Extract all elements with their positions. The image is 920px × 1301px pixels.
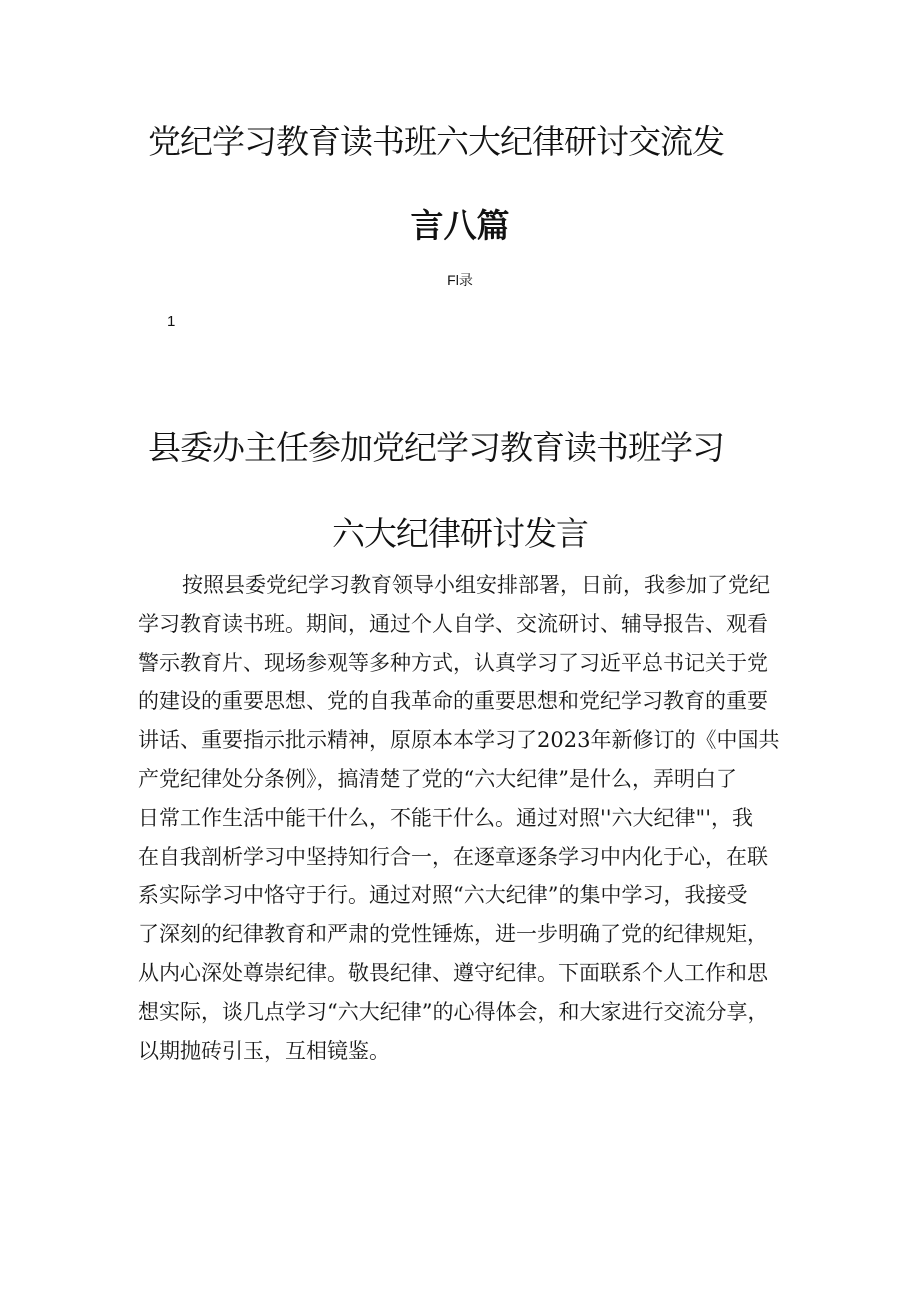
body-line: 产党纪律处分条例》，搞清楚了党的“六大纪律”是什么，弄明白了 — [138, 766, 737, 791]
section-heading-line-2: 六大纪律研讨发言 — [332, 514, 588, 553]
toc-label: Fl录 — [447, 272, 473, 288]
section-heading-line-1: 县委办主任参加党纪学习教育读书班学习 — [148, 428, 724, 467]
body-line: 讲话、重要指示批示精神，原原本本学习了2023年新修订的《中国共 — [138, 728, 780, 753]
document-title-line-1: 党纪学习教育读书班六大纪律研讨交流发 — [148, 122, 724, 161]
body-line: 了深刻的纪律教育和严肃的党性锤炼，进一步明确了党的纪律规矩， — [138, 922, 768, 947]
body-line: 系实际学习中恪守于行。通过对照“六大纪律”的集中学习，我接受 — [138, 883, 748, 908]
body-line: 的建设的重要思想、党的自我革命的重要思想和党纪学习教育的重要 — [138, 689, 768, 714]
body-line: 警示教育片、现场参观等多种方式，认真学习了习近平总书记关于党 — [138, 650, 768, 675]
document-title-line-2: 言八篇 — [410, 206, 510, 245]
body-line: 学习教育读书班。期间，通过个人自学、交流研讨、辅导报告、观看 — [138, 611, 768, 636]
body-line: 想实际，谈几点学习“六大纪律”的心得体会，和大家进行交流分享， — [138, 999, 769, 1024]
body-line: 按照县委党纪学习教育领导小组安排部署，日前，我参加了党纪 — [182, 573, 770, 597]
body-paragraph — [138, 566, 798, 1070]
body-line: 从内心深处尊崇纪律。敬畏纪律、遵守纪律。下面联系个人工作和思 — [138, 960, 768, 985]
body-line: 日常工作生活中能干什么，不能干什么。通过对照''六大纪律"'，我 — [138, 805, 753, 830]
body-line: 以期抛砖引玉，互相镜鉴。 — [138, 1038, 390, 1063]
body-line: 在自我剖析学习中坚持知行合一，在逐章逐条学习中内化于心，在联 — [138, 844, 768, 869]
toc-item-number: 1 — [167, 313, 176, 330]
